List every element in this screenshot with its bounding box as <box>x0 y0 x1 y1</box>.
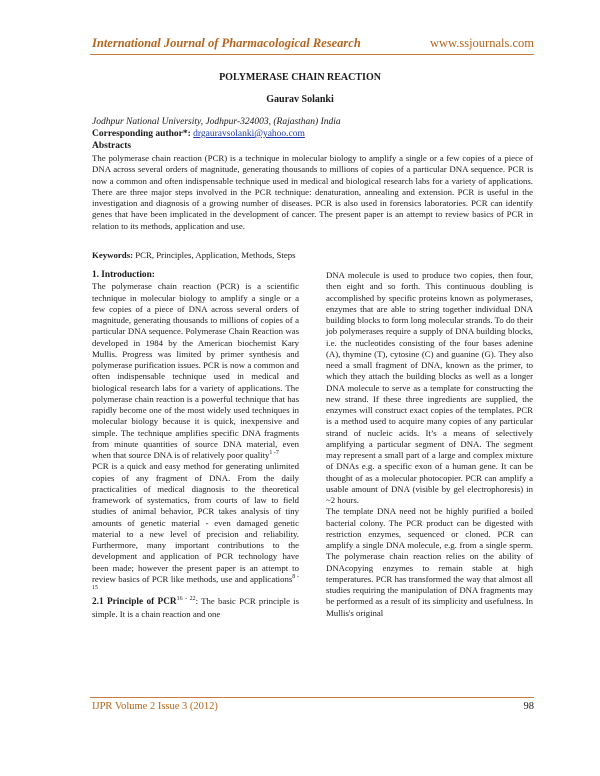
right-column <box>326 270 533 619</box>
intro-paragraph-2: PCR is a quick and easy method for generating unlimited copies of any fragment of DNA. From the daily practicalities of medical diagnosis to the theoretical framework of systematics, from courts of law to field studies of animal behavior, PCR takes analysis of tiny amounts of genetic material - even damaged genetic material to a new level of precision and reliability. Furthermore, many important contributions to the development and application of PCR technology have been made; however the present paper is an attempt to review basics of PCR like methods, use and applications$^{8 - 15}$ <box>92 461 300 592</box>
keywords-label: Keywords: <box>92 250 134 260</box>
corresponding-label: Corresponding author*: <box>92 129 191 139</box>
right-paragraph-2: The template DNA need not be highly purified a boiled bacterial colony. The PCR product can be digested with restriction enzymes, sequenced or cloned. PCR can amplify a single DNA molecule, e.g. from a single sperm. The polymerase chain reaction relies on the ability of DNAcopying enzymes to remain stable at high temperatures. PCR has transformed the way that almost all studies requiring the manipulation of DNA fragments may be performed as a result of its simplicity and usefulness. In Mullis's original <box>326 506 533 618</box>
header-rule <box>90 54 534 55</box>
abstract-text: The polymerase chain reaction (PCR) is a technique in molecular biology to amplify a single or a few copies of a piece of DNA across several orders of magnitude, generating thousands to millions of copies of a particular DNA sequence. PCR is now a common and often indispensable technique used in medical and biological research labs for a variety of applications. There are three major steps involved in the PCR technique: denaturation, annealing and extension. PCR is useful in the investigation and diagnosis of a growing number of diseases. PCR is also used in forensics laboratories. PCR can identify genes that have been implicated in the development of cancer. The present paper is an attempt to review basics of PCR in relation to its methods, application and use. <box>92 153 533 231</box>
citation-ref: 16 - 22 <box>176 596 196 603</box>
keywords <box>92 250 533 260</box>
abstract-heading: Abstracts <box>92 141 132 151</box>
running-header <box>92 34 532 54</box>
intro-paragraph-1: The polymerase chain reaction (PCR) is a scientific technique in molecular biology to amplify a single or a few copies of a piece of DNA across several orders of magnitude, generating thousands to millions of copies of a particular DNA sequence. Polymerase Chain Reaction was developed in 1984 by the American biochemist Kary Mullis. Progress was limited by primer synthesis and polymerase purification issues. PCR is now a common and often indispensable technique used in medical and biological research labs for a variety of applications. The polymerase chain reaction is a powerful technique that has rapidly become one of the most widely used techniques in molecular biology because it is quick, inexpensive and simple. The technique amplifies specific DNA fragments from minute quantities of source DNA material, even when that source DNA is of relatively poor quality$^{1 -7}$ <box>92 281 299 460</box>
right-paragraph-1: DNA molecule is used to produce two copies, then four, then eight and so forth. This continuous doubling is accomplished by specific proteins known as polymerases, enzymes that are able to string together individual DNA building blocks to form long molecular strands. To do their job polymerases require a supply of DNA building blocks, i.e. the nucleotides consisting of the four bases adenine (A), thymine (T), cytosine (C) and guanine (G). They also need a small fragment of DNA, known as the primer, to which they attach the building blocks as well as a longer DNA molecule to serve as a template for constructing the new strand. If these three ingredients are supplied, the enzymes will construct exact copies of the templates. PCR is a method used to acquire many copies of any particular strand of nucleic acids. It’s a means of selectively amplifying a particular segment of DNA. The segment may represent a small part of a large and complex mixture of DNAs e.g. a specific exon of a human gene. It can be thought of as a molecular photocopier. PCR can amplify a usable amount of DNA (visible by gel electrophoresis) in ~2 hours. <box>326 270 533 505</box>
principle-heading: 2.1 Principle of PCR <box>92 597 177 608</box>
journal-volume: IJPR Volume 2 Issue 3 (2012) <box>92 701 218 712</box>
left-column: 1. Introduction: The polymerase chain reaction (PCR) is a scientific technique in molecular biology to amplify a single or a few copies of a piece of DNA across several orders of magnitude, generating thousands to millions of copies of a particular DNA sequence. Polymerase Chain Reaction was developed in 1984 by the American biochemist Kary Mullis. Progress was limited by primer synthesis and polymerase purification issues. PCR is now a common and often indispensable technique used in medical and biological research labs for a variety of applications. The polymerase chain reaction is a powerful technique that has rapidly become one of the most widely used techniques in molecular biology because it is quick, inexpensive and simple. The technique amplifies specific DNA fragments from minute quantities of source DNA material, even when that source DNA is of relatively poor quality$^{1 -7}$ PCR is a quick and easy method for generating unlimited copies of any fragment of DNA. From the daily practicalities of medical diagnosis to the theoretical framework of systematics, from courts of law to field studies of animal behavior, PCR takes analysis of tiny amounts of genetic material - even damaged genetic material to a new level of precision and reliability. Furthermore, many important contributions to the development and application of PCR technology have been made; however the present paper is an attempt to review basics of PCR like methods, use and applications$^{8 - 15}$ 2.1 Principle of PCR$^{16 - 22}$: The basic PCR principle is simple. It is a chain reaction and one <box>92 270 300 619</box>
keywords-text: PCR, Principles, Application, Methods, Steps <box>135 250 296 260</box>
corresponding-author <box>92 129 305 139</box>
journal-website[interactable]: www.ssjournals.com <box>429 36 534 50</box>
citation-ref: 1 -7 <box>269 450 279 457</box>
page-number: 98 <box>523 701 534 712</box>
affiliation: Jodhpur National University, Jodhpur-324003, (Rajasthan) India <box>92 117 341 127</box>
author-email-link[interactable]: drgauravsolanki@yahoo.com <box>193 129 305 139</box>
author-name: Gaurav Solanki <box>266 94 334 105</box>
journal-name: International Journal of Pharmacological Research <box>92 36 361 50</box>
citation-ref: 8 - 15 <box>92 573 300 592</box>
page-footer <box>92 698 534 714</box>
intro-heading: 1. Introduction: <box>92 270 155 280</box>
paper-title: POLYMERASE CHAIN REACTION <box>219 72 381 83</box>
